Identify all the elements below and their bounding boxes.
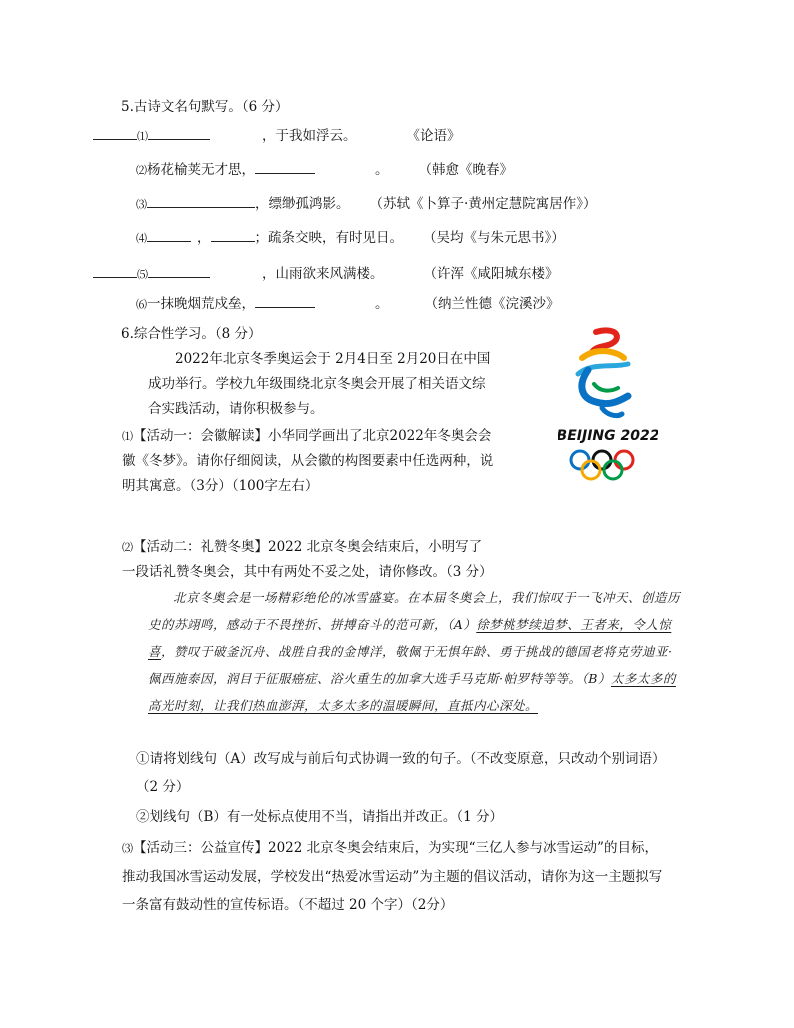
item-number: ⑵ (136, 164, 147, 177)
sentence-label-b: （B） (581, 671, 611, 686)
item-source: 《论语》 (406, 128, 461, 144)
sub1-text: ①请将划线句（A）改写成与前后句式协调一致的句子。（不改变原意，只改动个别词语）（2 分） (136, 751, 666, 795)
sentence-label-a: （A） (447, 617, 477, 632)
item-source: （纳兰性德《浣溪沙》 (424, 296, 560, 312)
emblem-wordmark: BEIJING 2022 (558, 428, 658, 444)
item-text: 。 (375, 162, 389, 178)
part-number: ⑶ (122, 842, 133, 855)
item-text: ，山雨欲来风满楼。 (262, 266, 384, 282)
part1-text: 【活动一：会徽解读】小华同学画出了北京2022年冬奥会会徽《冬梦》。请你仔细阅读，从会徽的构图要素中任选两种，说明其寓意。（3分）（100字左右） (122, 428, 494, 494)
item-separator: ， (197, 230, 211, 246)
q5-line-6 (136, 292, 560, 312)
answer-blank[interactable] (255, 159, 315, 174)
item-source: （吴均《与朱元思书》） (423, 230, 565, 246)
item-text: ，缥缈孤鸿影。 (255, 196, 350, 212)
answer-blank[interactable] (93, 125, 137, 140)
q6-sub2 (136, 805, 676, 830)
part3-text: 【活动三：公益宣传】2022 北京冬奥会结束后，为实现“三亿人参与冰雪运动”的目标，推动我国冰雪运动发展，学校发出“热爱冰雪运动”为主题的倡议活动，请你为这一主题拟写一条富有鼓动性的宣传标语。（不超过 20 个字）（2分） (122, 840, 663, 913)
item-number: ⑹ (136, 298, 147, 311)
item-number: ⑶ (136, 198, 147, 211)
item-text: ；疏条交映，有时见日。 (254, 230, 403, 246)
item-text: 一抹晚烟荒戍垒， (147, 296, 255, 312)
intro-text: 2022年北京冬季奥运会于 2月4日至 2月20日在中国成功举行。学校九年级围绕北京冬奥会开展了相关语文综合实践活动，请你积极参与。 (148, 351, 491, 417)
item-source: （韩愈《晚春》 (418, 162, 513, 178)
q5-line-1 (93, 124, 461, 144)
q5-title: 5.古诗文名句默写。（6 分） (121, 99, 289, 115)
underlined-sentence-b: 太多太多的高光时刻，让我们热血澎湃，太多太多的温暖瞬间，直抵内心深处。 (148, 671, 676, 713)
passage-text: ，赞叹于破釜沉舟、战胜自我的金博洋，敬佩于无惧年龄、勇于挑战的德国老将克劳迪亚·佩西施泰因，润目于征服癌症、浴火重生的加拿大选手马克斯·帕罗特等等。 (148, 644, 673, 686)
answer-blank[interactable] (255, 293, 315, 308)
q6-part3 (122, 834, 670, 919)
olympic-rings-icon (571, 451, 633, 479)
q6-title: 6.综合性学习。（8 分） (121, 326, 262, 342)
part-number: ⑴ (122, 430, 133, 443)
q5-line-5 (93, 262, 559, 282)
q6-part2 (122, 535, 494, 585)
part-number: ⑵ (122, 541, 133, 554)
answer-blank[interactable] (148, 125, 210, 140)
q5-line-2 (136, 158, 513, 178)
winter-dreams-logo-icon (558, 322, 658, 494)
item-number: ⑷ (136, 232, 147, 245)
item-text: 杨花榆荚无才思， (147, 162, 255, 178)
item-text: 。 (375, 296, 389, 312)
q6-part1 (122, 424, 494, 499)
q6-intro (148, 347, 496, 422)
underlined-sentence-a: 徐梦桃梦续追梦、王者来，令人惊喜 (148, 617, 672, 659)
item-text: ，于我如浮云。 (262, 128, 357, 144)
item-number: ⑸ (137, 268, 148, 281)
q5-line-3 (136, 192, 597, 212)
answer-blank[interactable] (147, 193, 255, 208)
item-number: ⑴ (137, 130, 148, 143)
sub2-text: ②划线句（B）有一处标点使用不当，请指出并改正。（1 分） (136, 809, 504, 825)
item-source: （苏轼《卜算子·黄州定慧院寓居作》） (369, 196, 597, 212)
part2-text: 【活动二：礼赞冬奥】2022 北京冬奥会结束后，小明写了一段话礼赞冬奥会，其中有两处不妥之处，请你修改。（3 分） (122, 539, 493, 580)
answer-blank[interactable] (148, 263, 210, 278)
q5-line-4 (136, 226, 565, 246)
beijing-2022-emblem (558, 322, 658, 494)
q6-passage (148, 584, 680, 719)
answer-blank[interactable] (93, 263, 137, 278)
q6-sub1 (136, 745, 676, 801)
item-source: （许浑《咸阳城东楼》 (423, 266, 559, 282)
answer-blank[interactable] (211, 227, 255, 242)
passage-text: 北京冬奥会是一场精彩绝伦的冰雪盛宴。在本届冬奥会上，我们惊叹于一飞冲天、创造历史的苏翊鸣，感动于不畏挫折、拼搏奋斗的范可新， (148, 590, 681, 632)
answer-blank[interactable] (147, 227, 191, 242)
